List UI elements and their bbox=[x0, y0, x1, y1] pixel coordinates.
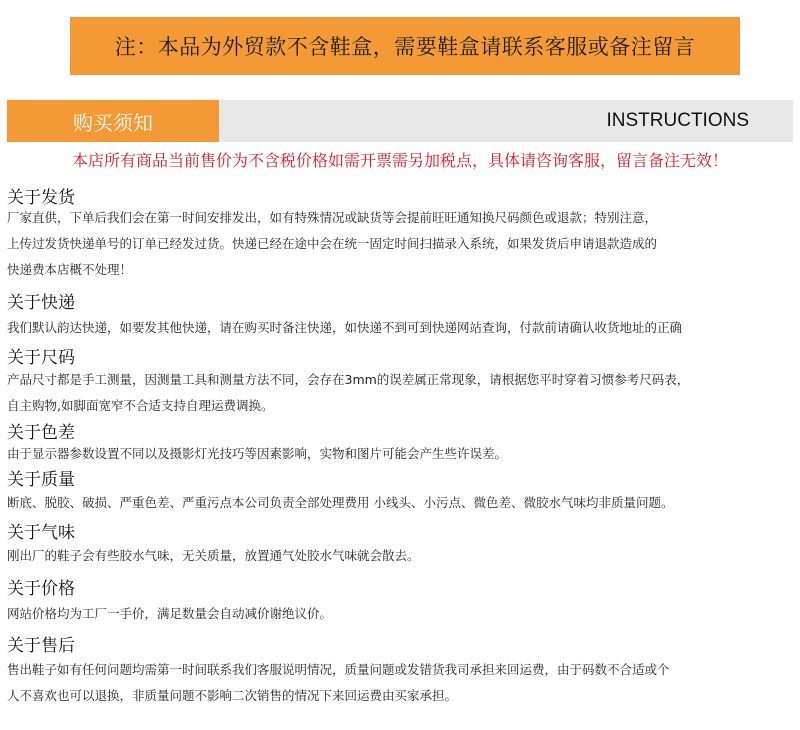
section-line: 网站价格均为工厂一手价，满足数量会自动减价谢绝议价。 bbox=[7, 606, 333, 621]
section-title-size: 关于尺码 bbox=[7, 348, 75, 368]
notice-banner bbox=[70, 17, 740, 75]
purchase-notes-tab: 购买须知 bbox=[7, 100, 219, 142]
section-line: 厂家直供，下单后我们会在第一时间安排发出，如有特殊情况或缺货等会提前旺旺通知换尺码颜色或退款；特别注意， bbox=[7, 210, 658, 225]
section-line: 人不喜欢也可以退换，非质量问题不影响二次销售的情况下来回运费由买家承担。 bbox=[7, 688, 458, 703]
section-title-price: 关于价格 bbox=[7, 579, 75, 599]
section-line: 由于显示器参数设置不同以及摄影灯光技巧等因素影响，实物和图片可能会产生些许误差。 bbox=[7, 446, 508, 461]
section-title-odor: 关于气味 bbox=[7, 523, 75, 543]
section-line: 自主购物,如脚面宽窄不合适支持自理运费调换。 bbox=[7, 398, 274, 413]
section-line: 刚出厂的鞋子会有些胶水气味，无关质量，放置通气处胶水气味就会散去。 bbox=[7, 548, 420, 563]
instructions-label: INSTRUCTIONS bbox=[606, 110, 749, 131]
tax-notice: 本店所有商品当前售价为不含税价格如需开票需另加税点，具体请咨询客服，留言备注无效！ bbox=[71, 151, 728, 170]
section-title-quality: 关于质量 bbox=[7, 470, 75, 490]
section-title-color-difference: 关于色差 bbox=[7, 423, 75, 443]
section-line: 断底、脱胶、破损、严重色差、严重污点本公司负责全部处理费用 小线头、小污点、微色差、微胶水气味均非质量问题。 bbox=[7, 495, 674, 510]
section-line: 产品尺寸都是手工测量，因测量工具和测量方法不同，会存在3mm的误差属正常现象，请根据您平时穿着习惯参考尺码表， bbox=[7, 372, 690, 387]
section-line: 售出鞋子如有任何问题均需第一时间联系我们客服说明情况，质量问题或发错货我司承担来回运费，由于码数不合适或个 bbox=[7, 662, 670, 677]
notice-text: 注：本品为外贸款不含鞋盒，需要鞋盒请联系客服或备注留言 bbox=[114, 35, 696, 59]
section-title-express: 关于快递 bbox=[7, 293, 75, 313]
section-line: 上传过发货快递单号的订单已经发过货。快递已经在途中会在统一固定时间扫描录入系统，如果发货后申请退款造成的 bbox=[7, 236, 658, 251]
section-line: 我们默认韵达快递，如要发其他快递，请在购买时备注快递，如快递不到可到快递网站查询，付款前请确认收货地址的正确 bbox=[7, 320, 683, 335]
instructions-header bbox=[7, 100, 793, 142]
section-title-after-sales: 关于售后 bbox=[7, 636, 75, 656]
section-title-shipping: 关于发货 bbox=[7, 188, 75, 208]
section-line: 快递费本店概不处理！ bbox=[7, 262, 133, 277]
